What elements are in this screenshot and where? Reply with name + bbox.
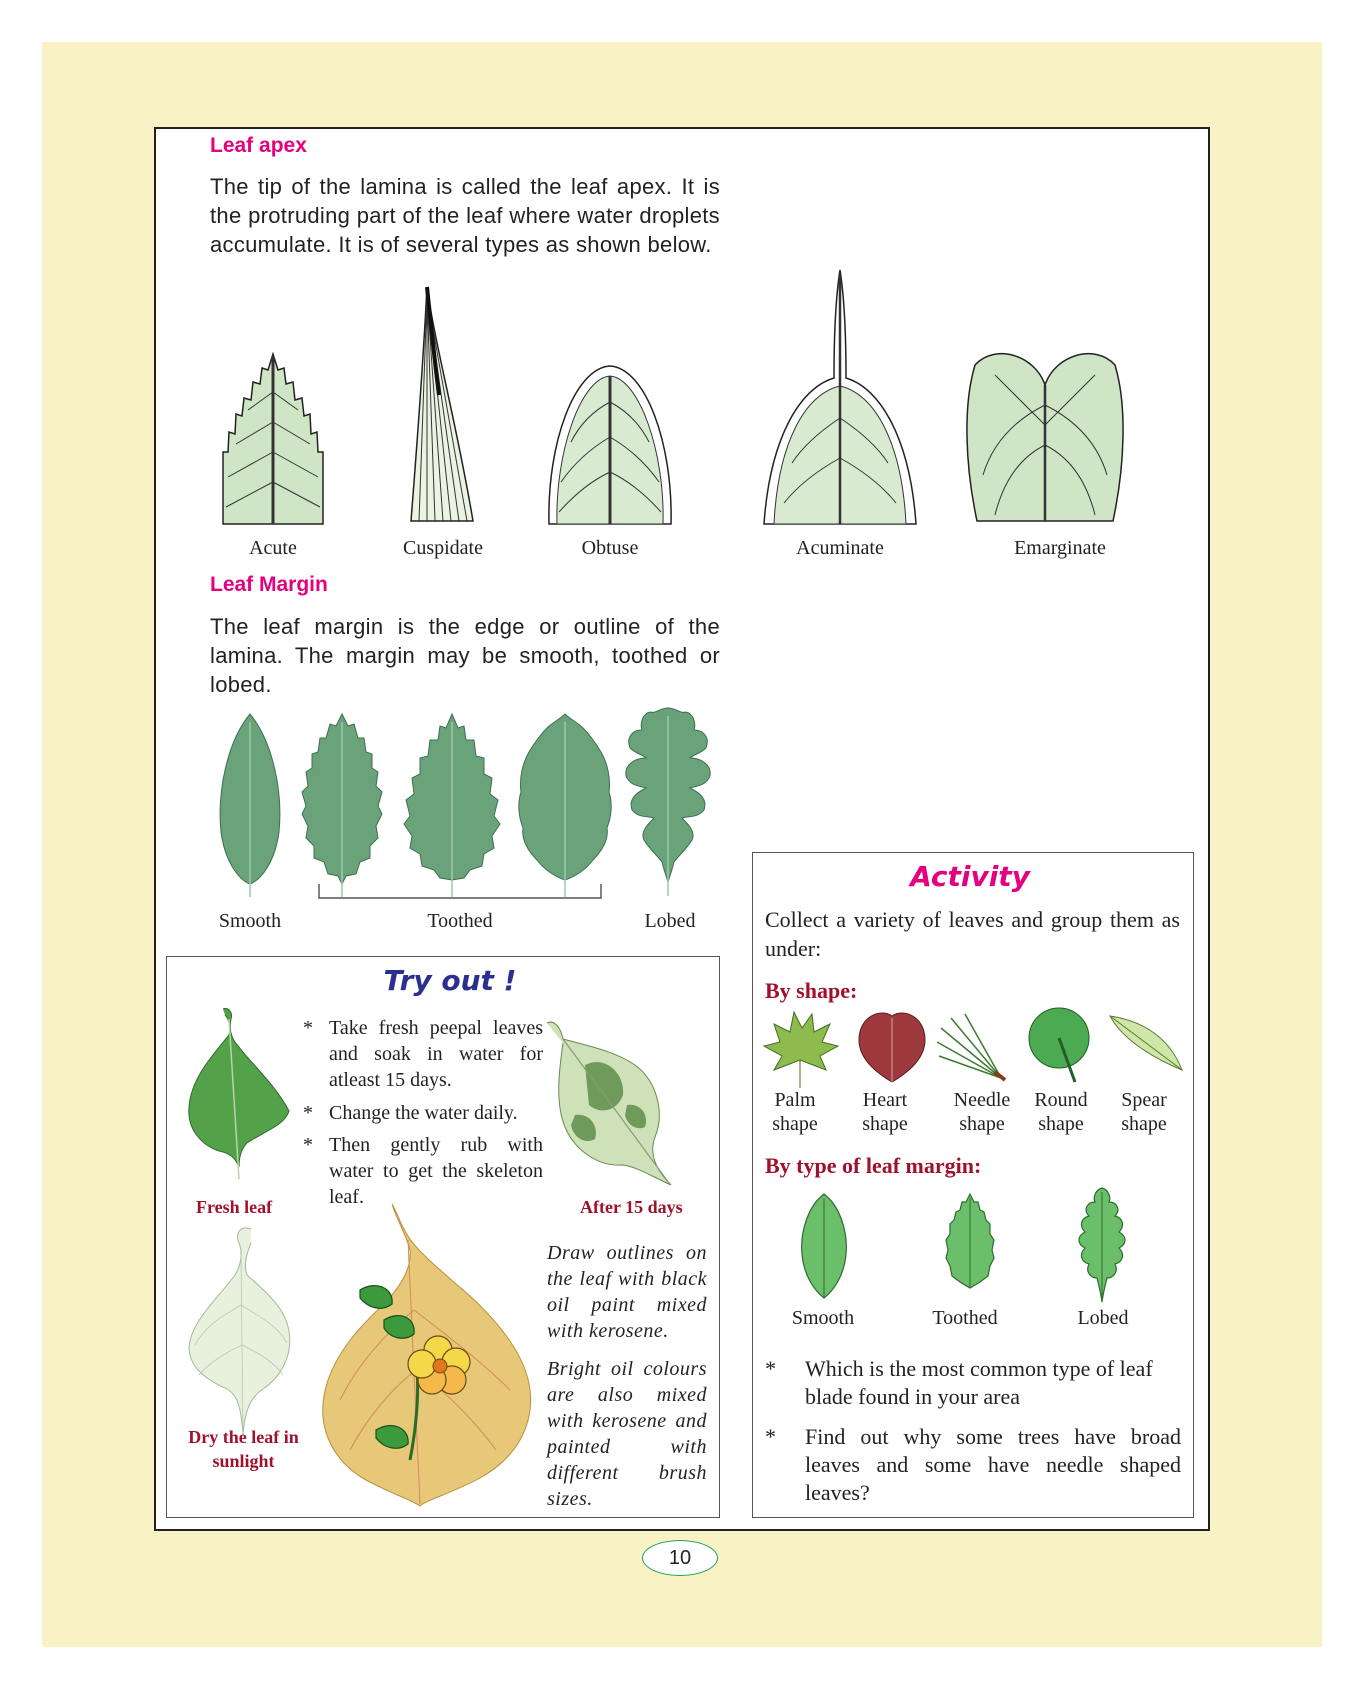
toothed-bracket (318, 884, 603, 900)
spear-shape-label-line1: Spear (1121, 1089, 1167, 1111)
heart-shape-label-line2: shape (862, 1113, 908, 1135)
palm-shape-label-line1: Palm (774, 1089, 816, 1111)
palm-shape-label (760, 1088, 830, 1136)
by-margin-heading: By type of leaf margin: (765, 1153, 982, 1178)
dry-leaf-label-line2: sunlight (212, 1451, 275, 1471)
needle-shape-leaf-image (935, 1012, 1010, 1082)
by-shape-heading: By shape: (765, 978, 858, 1003)
activity-question-2: * Find out why some trees have broad leaves and some have needle shaped leaves? (765, 1424, 1181, 1505)
spear-shape-label-line2: shape (1121, 1113, 1167, 1135)
leaf-margin-text: The leaf margin is the edge or outline of the lamina. The margin may be smooth, toothed or lobed. (210, 614, 720, 697)
heart-shape-label-line1: Heart (862, 1089, 908, 1111)
obtuse-leaf-image (545, 362, 675, 527)
smooth-margin-leaf-image (215, 712, 285, 897)
toothed-margin-leaf-2-image (402, 712, 502, 897)
try-out-bullet-1: * Take fresh peepal leaves and soak in water for atleast 15 days. (303, 1017, 543, 1091)
heart-shape-leaf-image (855, 1010, 930, 1085)
spear-shape-label (1108, 1088, 1180, 1136)
activity-margin-label-smooth: Smooth (791, 1307, 855, 1329)
activity-toothed-leaf-image (942, 1192, 998, 1292)
skeleton-leaf-image (185, 1225, 295, 1440)
needle-shape-label (942, 1088, 1022, 1136)
toothed-margin-leaf-3-image (515, 712, 615, 897)
apex-label-obtuse: Obtuse (581, 537, 639, 559)
palm-shape-leaf-image (760, 1010, 840, 1090)
emarginate-leaf-image (965, 345, 1125, 525)
activity-lobed-leaf-image (1073, 1186, 1131, 1306)
heart-shape-label (850, 1088, 920, 1136)
after-15-days-leaf-image (545, 1015, 715, 1195)
bullet-star: * (765, 1424, 776, 1449)
leaf-apex-text: The tip of the lamina is called the leaf apex. It is the protruding part of the leaf where water droplets accumulate. It is of several types as shown below. (210, 174, 720, 257)
activity-smooth-leaf-image (798, 1192, 850, 1302)
margin-label-toothed: Toothed (427, 910, 493, 932)
after-15-days-label: After 15 days (580, 1197, 683, 1217)
activity-intro: Collect a variety of leaves and group them as under: (765, 907, 1180, 961)
palm-shape-label-line2: shape (772, 1113, 818, 1135)
round-shape-label-line1: Round (1034, 1089, 1088, 1111)
bullet-star: * (303, 1134, 313, 1156)
try-out-note-2: Bright oil colours are also mixed with kerosene and painted with different brush sizes. (547, 1358, 707, 1510)
bullet-star: * (303, 1102, 313, 1124)
painted-leaf-image (320, 1200, 540, 1510)
activity-margin-label-lobed: Lobed (1077, 1307, 1129, 1329)
apex-label-acute: Acute (249, 537, 297, 559)
lobed-margin-leaf-image (620, 706, 716, 896)
spear-shape-leaf-image (1108, 1012, 1184, 1072)
bullet-star: * (765, 1356, 776, 1381)
try-out-bullet-2: * Change the water daily. (303, 1102, 518, 1124)
round-shape-label-line2: shape (1038, 1113, 1084, 1135)
acuminate-leaf-image (760, 268, 920, 528)
margin-label-lobed: Lobed (644, 910, 696, 932)
fresh-leaf-image (185, 1007, 295, 1182)
bullet-star: * (303, 1017, 313, 1039)
apex-label-emarginate: Emarginate (1014, 537, 1106, 559)
activity-question-1: * Which is the most common type of leaf blade found in your area (765, 1356, 1153, 1409)
round-shape-label (1025, 1088, 1097, 1136)
apex-label-cuspidate: Cuspidate (403, 537, 483, 559)
cuspidate-leaf-image (405, 285, 477, 525)
needle-shape-label-line2: shape (959, 1113, 1005, 1135)
needle-shape-label-line1: Needle (953, 1089, 1011, 1111)
try-out-note-1: Draw outlines on the leaf with black oil paint mixed with kerosene. (547, 1242, 707, 1342)
dry-leaf-label (176, 1425, 311, 1473)
fresh-leaf-label: Fresh leaf (196, 1197, 273, 1217)
leaf-margin-heading: Leaf Margin (210, 573, 328, 596)
try-out-title: Try out ! (383, 964, 517, 997)
apex-label-acuminate: Acuminate (796, 537, 884, 559)
acute-leaf-image (218, 352, 328, 527)
page-number: 10 (642, 1540, 718, 1576)
toothed-margin-leaf-1-image (300, 712, 384, 897)
activity-title: Activity (910, 860, 1030, 893)
dry-leaf-label-line1: Dry the leaf in (188, 1427, 299, 1447)
round-shape-leaf-image (1025, 1006, 1100, 1084)
try-out-bullet-3: * Then gently rub with water to get the skeleton leaf. (303, 1134, 543, 1208)
margin-label-smooth: Smooth (218, 910, 282, 932)
activity-margin-label-toothed: Toothed (932, 1307, 998, 1329)
leaf-apex-heading: Leaf apex (210, 134, 307, 157)
